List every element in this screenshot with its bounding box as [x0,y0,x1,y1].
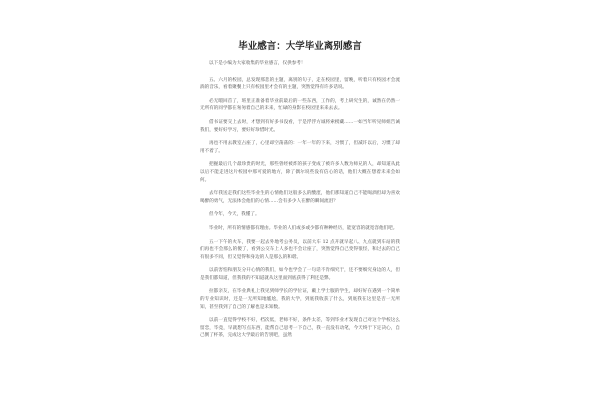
document-title: 毕业感言：大学毕业离别感言 [238,41,362,52]
body-paragraph: 五、六月的校园，总发现那悲的主题，离别的句子，走在校园里，留晚，听着只有校园才会流淌的音乐，看着聚餐上只有校园里才会有的主题，突然觉得有许多话说。 [200,77,400,91]
body-paragraph: 以前一直觉得学校不好，档次低，老师不好，条件太差，等到毕业才发现自己对这个学校这么留恋，毕竟，早就想写点东西，能帮自己思考一下自己，我一直没有动笔，今天终于下定决心，自己倒了杯茶，完成这大学最后的告别吧，虽然 [200,318,400,339]
body-paragraph: 把握最后几个最珍贵的时光，那些曾经被炸的孩子变成了被许多人数为师兄的人，却知道从此以后不能走进这片校园中那可爱的地方，除了偶尔说些没有信心的话，他们大概在想着未来会如何。 [200,162,400,183]
body-paragraph: 毕业时，所有的情感都有理由。毕业的人们或多或少都有种种经历，能宽容的就宽容他们吧。 [209,225,398,231]
body-paragraph: 拉都亲友，在毕业典礼上我见到师学长的学位证，戴上学士服的学生，却好好在遇到一个简单的专业知识时，还是一无所知地尴尬，我的大学，到底我收获了什么，到底我在这里是否一无所知，甚至我到了自己的了解也是未知数。 [200,289,400,310]
body-paragraph: 必无暇回首了，班里正准备着毕业前最后的一些东西，工作的，考上研究生的，诚然在仍然一无所有的同学都在匆匆着自己的未来，忙碌的身影在校园里来来去去。 [200,98,400,112]
body-paragraph: 再也不用去教室占座了，心里却空荡荡的：一年一年的下来，习惯了，但减许以后，习惯了却用不着了。 [200,141,400,154]
body-paragraph: 以前害怕和朋友分开心情的我们，如今也学会了一句话不肯细究于，还不要细究身边的人，但是我们都知道，但我我的不知道就从这里面到底获得了利还是弊。 [200,268,400,281]
intro-paragraph: 以下是小编为大家收集的毕业感言，仅供参考！ [209,61,306,66]
document-body [200,38,400,346]
body-paragraph: 借书证要交上去时，才想到有好多书没看，于是浮浮方诚将索榜藏……一如当年听见师姐告诫我们，要好好学习，要好好珍惜时光。 [200,119,400,133]
body-paragraph: 去年我送走我们这些毕业生的心情他们这般多么的酸涩，他们那知道自己不能喝酒但却为喜欢喝醉的勇气，无法体会他们的心情……会有多少人在醉的瞬间流泪？ [200,191,400,204]
body-paragraph: 但今年，今天，我懂了。 [209,212,260,218]
body-paragraph: 五一下午的火车，我要一起去外地考公务员，以前大车 12 点开就早起八、九点就到车站的我们再也不会那么的傻了，看到公交车上人多也不会让座了，突然觉得自己变得很怪，和过去的自己有很多不同，但又觉得和身边的人是那么的和谐。 [200,239,400,260]
